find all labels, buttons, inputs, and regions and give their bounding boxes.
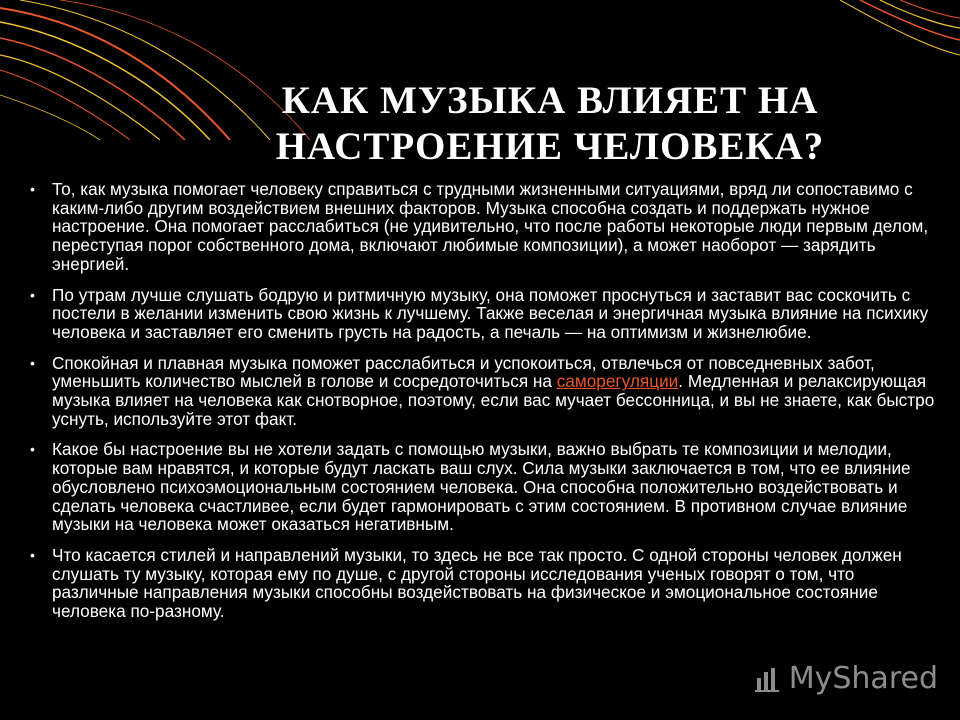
swoosh-curve-8	[0, 95, 100, 140]
bullet-dot-icon: •	[30, 546, 35, 563]
bullet-dot-icon: •	[30, 286, 35, 303]
bullet-list	[30, 180, 940, 633]
bullet-item	[30, 546, 940, 621]
bullet-item	[30, 180, 940, 274]
slide-title-line-1: КАК МУЗЫКА ВЛИЯЕТ НА	[281, 79, 819, 122]
bullet-item	[30, 286, 940, 342]
bullet-dot-icon: •	[30, 354, 35, 371]
self-regulation-link[interactable]: саморегуляции	[556, 371, 679, 392]
swoosh-right-curve-3	[900, 0, 960, 18]
watermark-label: MyShared	[788, 661, 938, 696]
bullet-text: Какое бы настроение вы не хотели задать с помощью музыки, важно выбрать те композиции и мелодии, которые вам нравятся, и которые будут ласкать ваш слух. Сила музыки заключается в том, что ее влияние обусловлено психоэмоциональным состоянием человека. Она способна положительно воздействовать и сделать человека счастливее, если будет гармонировать с этим состоянием. В противном случае влияние музыки на человека может оказаться негативным.	[52, 439, 911, 535]
bullet-dot-icon: •	[30, 441, 35, 458]
swoosh-right-curve-1	[860, 0, 960, 40]
bullet-text: То, как музыка помогает человеку справиться с трудными жизненными ситуациями, вряд ли сопоставимо с каким-либо другим воздействием внешних факторов. Музыка способна создать и поддержать нужное настроение. Она помогает расслабиться (не удивительно, что после работы некоторые люди первым делом, переступая порог собственного дома, включают любимые композиции), а может наоборот — зарядить энергией.	[52, 179, 929, 274]
bullet-text: По утрам лучше слушать бодрую и ритмичную музыку, она поможет проснуться и заставит вас соскочить с постели в желании изменить свою жизнь к лучшему. Также веселая и энергичная музыка влияние на психику человека и заставляет его сменить грусть на радость, а печаль — на оптимизм и жизнелюбие.	[52, 284, 929, 342]
swoosh-curve-4	[0, 55, 160, 140]
bullet-text: Что касается стилей и направлений музыки, то здесь не все так просто. С одной стороны человек должен слушать ту музыку, которая ему по душе, с другой стороны исследования ученых говорят о том, что различные направления музыки способны воздействовать на физическое и эмоциональное состояние человека по-разному.	[52, 544, 902, 622]
bullet-text-before-link: Спокойная и плавная музыка поможет расслабиться и успокоиться, отвлечься от повседневных забот, уменьшить количество мыслей в голове и сосредоточиться на	[52, 352, 875, 392]
watermark	[753, 661, 938, 696]
decorative-swoosh-right	[840, 0, 960, 70]
swoosh-right-curve-4	[840, 0, 960, 55]
swoosh-right-curve-2	[880, 0, 960, 28]
bullet-item	[30, 440, 940, 534]
bullet-dot-icon: •	[30, 181, 35, 197]
bullet-item	[30, 354, 940, 429]
slide-title-line-2: НАСТРОЕНИЕ ЧЕЛОВЕКА?	[275, 125, 825, 168]
slide-title	[200, 78, 900, 170]
bullet-text-after-link: . Медленная и релаксирующая музыка влияет на человека как снотворное, поэтому, если вас мучает бессонница, и вы не знаете, как быстро уснуть, используйте этот факт.	[52, 371, 935, 429]
myshared-logo-icon	[753, 664, 783, 694]
